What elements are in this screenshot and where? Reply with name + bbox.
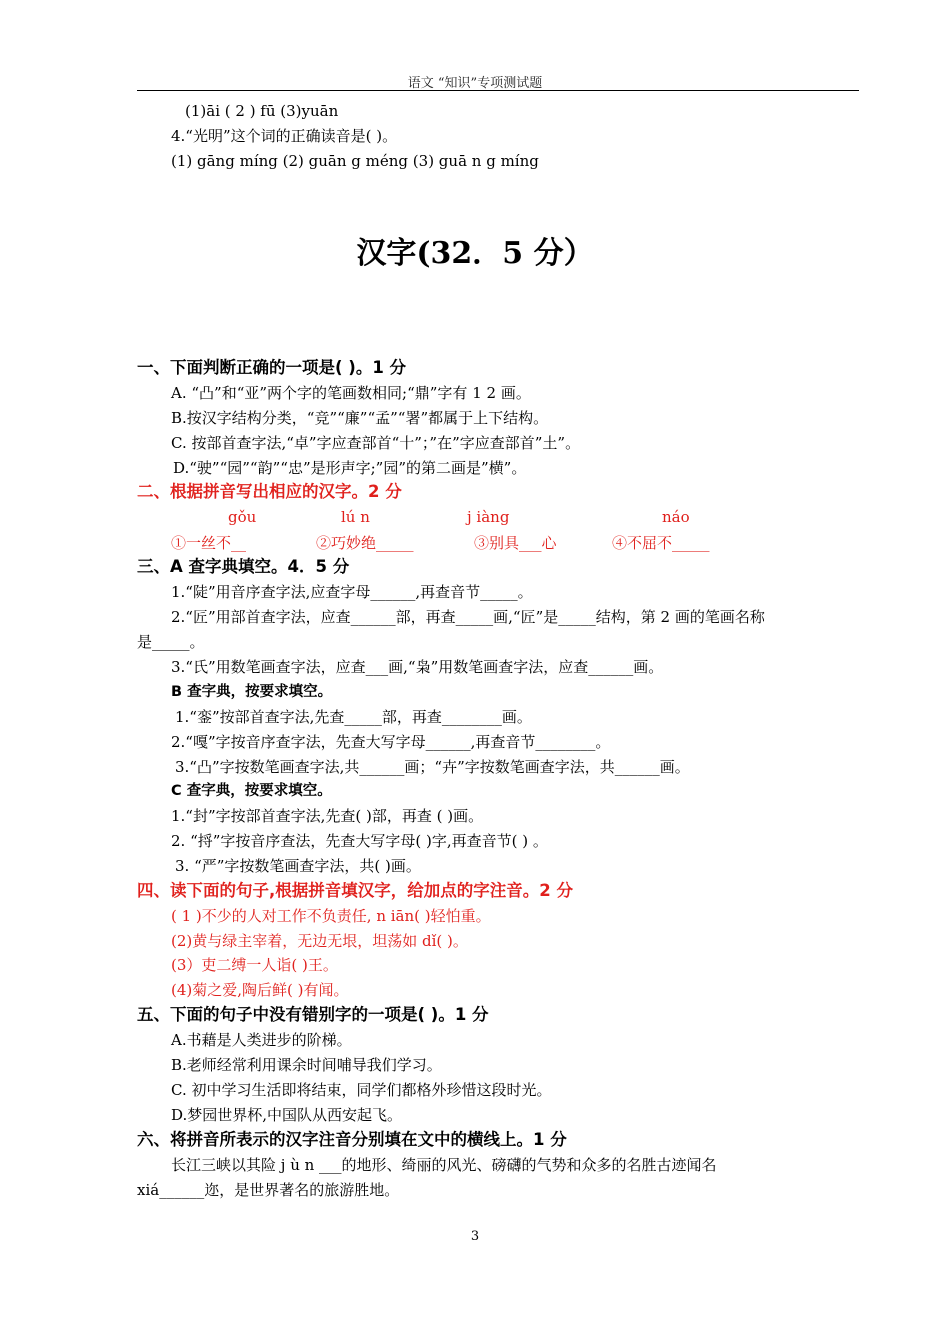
s3-c-item-3: 3. “严”字按数笔画查字法，共( )画。 [175, 857, 421, 875]
s3-a-item-2-cont: 是_____。 [137, 633, 205, 651]
s2-item-4: ④不屈不_____ [612, 534, 710, 552]
s3-b-item-3: 3.“凸”字按数笔画查字法,共______画；“卉”字按数笔画查字法，共______画。 [175, 758, 690, 776]
page-header: 语文 “知识”专项测试题 [407, 76, 543, 91]
s3-heading: 三、A 查字典填空。4．5 分 [137, 557, 350, 576]
s1-item-d: D.“驶”“园”“韵”“忠”是形声字;”园”的第二画是”横”。 [173, 459, 527, 477]
s1-item-c: C. 按部首查字法,“卓”字应查部首“十”；”在”字应查部首”土”。 [171, 434, 581, 452]
top-line-2: 4.“光明”这个词的正确读音是( )。 [171, 127, 398, 145]
s5-item-d: D.梦园世界杯,中国队从西安起飞。 [171, 1106, 403, 1124]
s3-a-item-1: 1.“陡”用音序查字法,应查字母______,再查音节_____。 [171, 583, 533, 601]
s2-heading: 二、根据拼音写出相应的汉字。2 分 [137, 482, 402, 501]
s2-item-3: ③别具___心 [474, 534, 557, 552]
s1-item-a: A. “凸”和“亚”两个字的笔画数相同;“鼎”字有 1 2 画。 [171, 384, 531, 402]
s2-pinyin-3: j iàng [467, 508, 510, 526]
page-number: 3 [470, 1229, 480, 1244]
s4-item-2: (2)黄与绿主宰着，无边无垠，坦荡如 dǐ( )。 [171, 932, 468, 950]
s4-item-1: ( 1 )不少的人对工作不负责任, n iān( )轻怕重。 [171, 907, 491, 925]
s1-item-b: B.按汉字结构分类，“竞”“廉”“孟”“署”都属于上下结构。 [171, 409, 549, 427]
s3-c-item-1: 1.“封”字按部首查字法,先查( )部，再查 ( )画。 [171, 807, 484, 825]
s6-line-1: 长江三峡以其险 j ù n ___的地形、绮丽的风光、磅礴的气势和众多的名胜古迹闻名 [171, 1156, 717, 1174]
s5-item-b: B.老师经常利用课余时间哺导我们学习。 [171, 1056, 442, 1074]
top-line-1: (1)āi ( 2 ) fū (3)yuān [185, 102, 339, 120]
s5-item-a: A.书藉是人类进步的阶梯。 [171, 1031, 352, 1049]
s2-pinyin-2: lú n [341, 508, 370, 526]
s2-pinyin-1: gǒu [228, 508, 257, 526]
top-line-3: (1) gāng míng (2) guān g méng (3) guā n g míng [171, 152, 539, 170]
s4-item-4: (4)菊之爱,陶后鲜( )有闻。 [171, 981, 349, 999]
s3-b-heading: B 查字典，按要求填空。 [171, 684, 333, 700]
s5-item-c: C. 初中学习生活即将结束，同学们都格外珍惜这段时光。 [171, 1081, 552, 1099]
s5-heading: 五、下面的句子中没有错别字的一项是( )。1 分 [137, 1005, 489, 1024]
s3-c-item-2: 2. “捋”字按音序查法，先查大写字母( )字,再查音节( ) 。 [171, 832, 548, 850]
s4-heading: 四、读下面的句子,根据拼音填汉字，给加点的字注音。2 分 [137, 881, 573, 900]
section-title: 汉字(32．5 分） [356, 236, 594, 271]
s3-c-heading: C 查字典，按要求填空。 [171, 783, 332, 799]
s3-b-item-1: 1.“銮”按部首查字法,先查_____部，再查________画。 [175, 708, 532, 726]
s2-pinyin-4: náo [662, 508, 690, 526]
s3-a-item-2: 2.“匠”用部首查字法，应查______部，再查_____画,“匠”是_____结构，第 2 画的笔画名称 [171, 608, 765, 626]
s3-a-item-3: 3.“氏”用数笔画查字法，应查___画,“枭”用数笔画查字法，应查______画。 [171, 658, 664, 676]
s6-heading: 六、将拼音所表示的汉字注音分别填在文中的横线上。1 分 [137, 1130, 567, 1149]
s2-item-1: ①一丝不__ [171, 534, 247, 552]
s1-heading: 一、下面判断正确的一项是( )。1 分 [137, 358, 407, 377]
s2-item-2: ②巧妙绝_____ [316, 534, 414, 552]
s6-line-2: xiá______迩，是世界著名的旅游胜地。 [137, 1181, 400, 1199]
s4-item-3: (3）吏二缚一人诣( )王。 [171, 956, 338, 974]
header-rule [137, 90, 859, 91]
s3-b-item-2: 2.“嘎”字按音序查字法，先查大写字母______,再查音节________。 [171, 733, 611, 751]
